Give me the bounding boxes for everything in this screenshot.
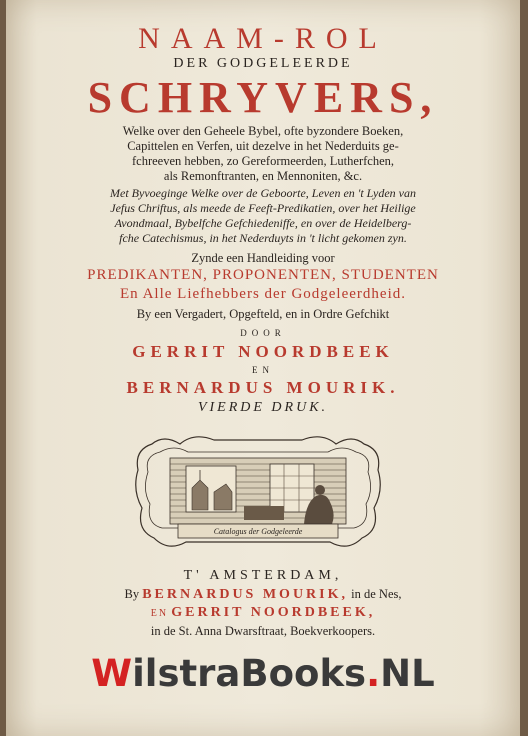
italic-line-3: Avondmaal, Bybelfche Gefchiedeniffe, en over de Heidelberg- [114,216,412,230]
imprint-line-printer2 [6,605,520,621]
title-line-naamrol: NAAM-ROL [138,22,388,55]
guide-line-1: Zynde een Handleiding voor [191,251,335,265]
imprint-location-dwarsstraat: in de St. Anna Dwarsftraat, Boekverkoopers. [150,624,376,638]
engraved-vignette [134,430,382,552]
imprint-en: EN [150,608,169,619]
italic-line-1: Met Byvoeginge Welke over de Geboorte, Leven en 't Lyden van [110,186,416,200]
body-line-2: Capittelen en Verfen, uit dezelve in het Nederduits ge- [127,139,399,153]
body-line-1: Welke over den Geheele Bybel, ofte byzondere Boeken, [122,124,404,138]
imprint-by: By [124,587,140,601]
door-label: DOOR [240,328,286,338]
watermark-dot: . [366,652,381,695]
italic-line-2: Jefus Chriftus, als meede de Feeft-Predikatien, over het Heilige [110,201,416,215]
title-page [6,0,520,736]
imprint-line-printer1 [6,587,520,603]
imprint-printer-noordbeek: GERRIT NOORDBEEK, [171,605,376,620]
imprint-printer-mourik: BERNARDUS MOURIK, [142,587,349,602]
watermark-ilstrabooks: ilstraBooks [132,652,367,695]
guide-line-vergadert: By een Vergadert, Opgefteld, en in Ordre Gefchikt [136,307,390,321]
en-label: EN [252,365,274,375]
vignette-banner-text: Catalogus der Godgeleerde [213,527,303,536]
body-line-4: als Remonftranten, en Mennoniten, &c. [163,169,363,183]
author-noordbeek: GERRIT NOORDBEEK [132,342,394,361]
watermark-w: W [91,652,133,695]
imprint-city: T' AMSTERDAM, [183,568,343,583]
imprint-location-nes: in de Nes, [351,587,402,601]
title-line-godgeleerde: DER GODGELEERDE [173,56,353,71]
italic-line-4: fche Catechismus, in het Nederduyts in 't licht gekomen zyn. [119,231,407,245]
wilstrabooks-watermark [6,652,520,695]
body-line-3: fchreeven hebben, zo Gereformeerden, Lutherfchen, [131,154,394,168]
guide-line-liefhebbers: En Alle Liefhebbers der Godgeleerdheid. [120,286,406,302]
edition-label: VIERDE DRUK. [197,400,329,415]
title-line-schryvers: SCHRYVERS, [87,73,439,122]
watermark-nl: NL [380,652,435,695]
guide-line-audiences: PREDIKANTEN, PROPONENTEN, STUDENTEN [87,267,439,283]
author-mourik: BERNARDUS MOURIK. [126,378,400,397]
